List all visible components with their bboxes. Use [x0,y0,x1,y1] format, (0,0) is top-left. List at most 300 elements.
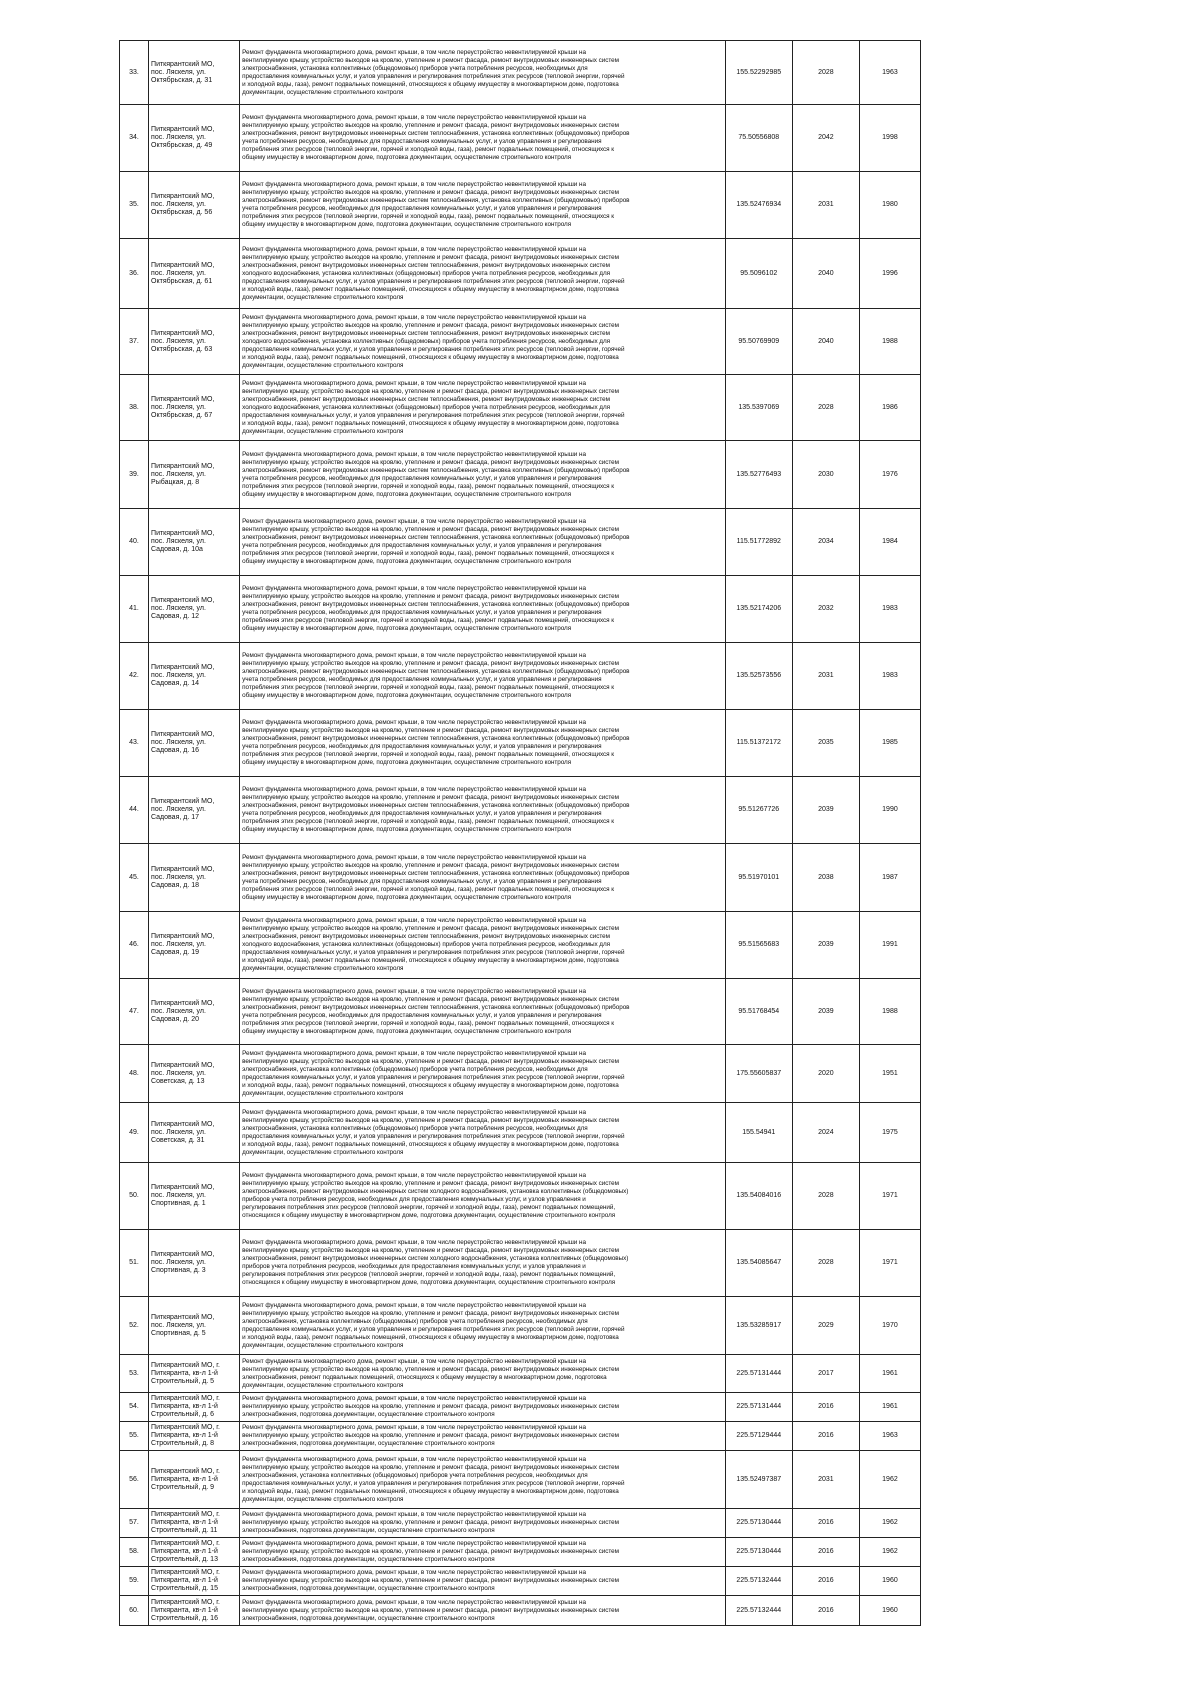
works-line: относящихся к общему имуществу в многоквартирном доме, подготовка документации, осуществление строительного контроля [242,1212,616,1219]
row-number-cell: 58. [120,1538,149,1567]
works-line: электроснабжения, ремонт внутридомовых инженерных систем теплоснабжения, ремонт внутридомовых инженерных систем [242,261,610,269]
works-line: электроснабжения, подготовка документации, осуществление строительного контроля [242,1614,495,1622]
built-year-cell: 1987 [859,844,920,912]
works-line: вентилируемую крышу, устройство выходов на кровлю, утепление и ремонт фасада, ремонт внутридомовых инженерных систем [242,1548,619,1555]
works-line: предоставления коммунальных услуг, и узлов управления и регулирования потребления этих ресурсов (тепловой энергии, горячей [242,1073,625,1081]
address-line: Питкяранта, кв-л 1-й [151,1519,218,1526]
works-description-cell [240,912,726,979]
table-row [120,1297,921,1355]
address-line: Строительный, д. 6 [151,1411,215,1418]
works-line: учета потребления ресурсов, необходимых для предоставления коммунальных услуг, и узлов управления и регулирования [242,542,602,549]
planned-year-cell: 2039 [792,777,859,844]
works-line: Ремонт фундамента многоквартирного дома, ремонт крыши, в том числе переустройство невентилируемой крыши на [242,1455,586,1463]
planned-year-cell: 2016 [792,1567,859,1596]
works-line: общему имуществу в многоквартирном доме, подготовка документации, осуществление строительного контроля [242,759,572,766]
address-line: Советская, д. 13 [151,1077,205,1085]
table-row [120,1509,921,1538]
works-line: Ремонт фундамента многоквартирного дома, ремонт крыши, в том числе переустройство невентилируемой крыши на [242,1172,586,1179]
works-line: вентилируемую крышу, устройство выходов на кровлю, утепление и ремонт фасада, ремонт внутридомовых инженерных систем [242,122,619,129]
address-line: Питкярантский МО, [151,798,215,805]
works-line: электроснабжения, установка коллективных (общедомовых) приборов учета потребления ресурсов, необходимых для [242,1065,588,1073]
address-line: пос. Ляскеля, ул. [151,1007,206,1015]
address-line: пос. Ляскеля, ул. [151,806,206,813]
works-line: Ремонт фундамента многоквартирного дома, ремонт крыши, в том числе переустройство невентилируемой крыши на [242,652,586,659]
works-description-cell [240,1596,726,1626]
works-line: и холодной воды, газа), ремонт подвальных помещений, относящихся к общему имуществу в многоквартирном доме, подготовка [242,80,619,88]
address-line: Питкяранта, кв-л 1-й [151,1369,218,1377]
cost-cell: 225.57132444 [725,1596,792,1626]
address-cell [149,1393,240,1422]
address-line: Строительный, д. 8 [151,1440,215,1447]
row-number-cell: 53. [120,1355,149,1393]
works-description-cell [240,1297,726,1355]
address-line: Садовая, д. 10а [151,546,203,553]
works-line: учета потребления ресурсов, необходимых для предоставления коммунальных услуг, и узлов управления и регулирования [242,676,602,683]
built-year-cell: 1991 [859,912,920,979]
works-line: электроснабжения, ремонт внутридомовых инженерных систем теплоснабжения, ремонт внутридомовых инженерных систем [242,329,610,337]
works-line: вентилируемую крышу, устройство выходов на кровлю, утепление и ремонт фасада, ремонт внутридомовых инженерных систем [242,794,619,801]
works-line: вентилируемую крышу, устройство выходов на кровлю, утепление и ремонт фасада, ремонт внутридомовых инженерных систем [242,1116,619,1124]
cost-cell: 155.54941 [725,1103,792,1163]
cost-cell: 95.51267726 [725,777,792,844]
works-description-cell [240,576,726,643]
row-number-cell: 42. [120,643,149,710]
cost-cell: 95.51970101 [725,844,792,912]
address-line: Советская, д. 31 [151,1136,205,1144]
address-line: пос. Ляскеля, ул. [151,538,206,545]
address-line: Октябрьская, д. 56 [151,209,213,216]
works-line: потребления этих ресурсов (тепловой энергии, горячей и холодной воды, газа), ремонт подвальных помещений, относящихся к [242,213,615,220]
works-line: холодного водоснабжения, установка коллективных (общедомовых) приборов учета потребления ресурсов, необходимых для [242,269,610,277]
works-line: регулирования потребления этих ресурсов (тепловой энергии, горячей и холодной воды, газа), ремонт подвальных помещений, [242,1271,616,1278]
built-year-cell: 1983 [859,576,920,643]
works-line: вентилируемую крышу, устройство выходов на кровлю, утепление и ремонт фасада, ремонт внутридомовых инженерных систем [242,1463,619,1471]
register-table-body [120,41,921,1626]
works-line: вентилируемую крышу, устройство выходов на кровлю, утепление и ремонт фасада, ремонт внутридомовых инженерных систем [242,387,619,395]
works-line: Ремонт фундамента многоквартирного дома, ремонт крыши, в том числе переустройство невентилируемой крыши на [242,181,586,188]
works-line: приборов учета потребления ресурсов, необходимых для предоставления коммунальных услуг, и узлов управления и [242,1263,586,1270]
address-line: пос. Ляскеля, ул. [151,68,206,76]
works-line: электроснабжения, ремонт внутридомовых инженерных систем теплоснабжения, установка коллективных (общедомовых) приборов [242,130,630,137]
works-description-cell [240,1422,726,1451]
works-line: предоставления коммунальных услуг, и узлов управления и регулирования потребления этих ресурсов (тепловой энергии, горячей [242,345,625,353]
works-line: Ремонт фундамента многоквартирного дома, ремонт крыши, в том числе переустройство невентилируемой крыши на [242,518,586,525]
works-line: электроснабжения, ремонт внутридомовых инженерных систем теплоснабжения, ремонт внутридомовых инженерных систем [242,933,610,940]
built-year-cell: 1960 [859,1567,920,1596]
address-line: Питкярантский МО, г. [151,1569,220,1576]
works-description-cell [240,1355,726,1393]
works-line: и холодной воды, газа), ремонт подвальных помещений, относящихся к общему имуществу в многоквартирном доме, подготовка [242,957,619,964]
works-line: потребления этих ресурсов (тепловой энергии, горячей и холодной воды, газа), ремонт подвальных помещений, относящихся к [242,617,615,624]
address-line: Питкярантский МО, [151,731,215,738]
cost-cell: 135.5397069 [725,375,792,441]
address-cell [149,1538,240,1567]
works-line: потребления этих ресурсов (тепловой энергии, горячей и холодной воды, газа), ремонт подвальных помещений, относящихся к [242,751,615,758]
table-row [120,1451,921,1509]
planned-year-cell: 2028 [792,1230,859,1297]
cost-cell: 225.57131444 [725,1393,792,1422]
works-line: учета потребления ресурсов, необходимых для предоставления коммунальных услуг, и узлов управления и регулирования [242,474,602,482]
works-description-cell [240,777,726,844]
works-line: и холодной воды, газа), ремонт подвальных помещений, относящихся к общему имуществу в многоквартирном доме, подготовка [242,1140,619,1148]
works-line: Ремонт фундамента многоквартирного дома, ремонт крыши, в том числе переустройство невентилируемой крыши на [242,1239,586,1246]
works-line: вентилируемую крышу, устройство выходов на кровлю, утепление и ремонт фасада, ремонт внутридомовых инженерных систем [242,1365,619,1373]
address-line: пос. Ляскеля, ул. [151,1321,206,1329]
table-row [120,375,921,441]
works-line: документации, осуществление строительного контроля [242,88,404,96]
planned-year-cell: 2032 [792,576,859,643]
address-line: пос. Ляскеля, ул. [151,201,206,208]
works-line: вентилируемую крышу, устройство выходов на кровлю, утепление и ремонт фасада, ремонт внутридомовых инженерных систем [242,253,619,261]
built-year-cell: 1986 [859,375,920,441]
table-row [120,912,921,979]
built-year-cell: 1996 [859,239,920,309]
works-line: потребления этих ресурсов (тепловой энергии, горячей и холодной воды, газа), ремонт подвальных помещений, относящихся к [242,818,615,825]
works-line: электроснабжения, ремонт внутридомовых инженерных систем теплоснабжения, установка коллективных (общедомовых) приборов [242,197,630,204]
address-cell [149,777,240,844]
row-number-cell: 46. [120,912,149,979]
works-line: вентилируемую крышу, устройство выходов на кровлю, утепление и ремонт фасада, ремонт внутридомовых инженерных систем [242,189,619,196]
works-line: предоставления коммунальных услуг, и узлов управления и регулирования потребления этих ресурсов (тепловой энергии, горячей [242,949,625,956]
table-row [120,1163,921,1230]
address-line: Спортивная, д. 5 [151,1329,206,1337]
address-line: Питкярантский МО, [151,597,215,604]
works-line: электроснабжения, ремонт внутридомовых инженерных систем теплоснабжения, установка коллективных (общедомовых) приборов [242,466,630,474]
works-line: общему имуществу в многоквартирном доме, подготовка документации, осуществление строительного контроля [242,221,572,228]
works-line: общему имуществу в многоквартирном доме, подготовка документации, осуществление строительного контроля [242,558,572,565]
cost-cell: 95.51768454 [725,979,792,1045]
address-cell [149,1163,240,1230]
works-line: электроснабжения, подготовка документации, осуществление строительного контроля [242,1527,495,1534]
works-line: Ремонт фундамента многоквартирного дома, ремонт крыши, в том числе переустройство невентилируемой крыши на [242,719,586,726]
works-description-cell [240,1451,726,1509]
built-year-cell: 1988 [859,309,920,375]
address-line: пос. Ляскеля, ул. [151,1069,206,1077]
row-number-cell: 47. [120,979,149,1045]
planned-year-cell: 2024 [792,1103,859,1163]
address-line: Спортивная, д. 3 [151,1267,206,1274]
table-row [120,105,921,172]
works-line: потребления этих ресурсов (тепловой энергии, горячей и холодной воды, газа), ремонт подвальных помещений, относящихся к [242,885,615,893]
planned-year-cell: 2030 [792,441,859,509]
address-cell [149,1509,240,1538]
works-line: общему имуществу в многоквартирном доме, подготовка документации, осуществление строительного контроля [242,893,572,901]
built-year-cell: 1980 [859,172,920,239]
built-year-cell: 1983 [859,643,920,710]
works-description-cell [240,1538,726,1567]
works-line: предоставления коммунальных услуг, и узлов управления и регулирования потребления этих ресурсов (тепловой энергии, горячей [242,277,625,285]
row-number-cell: 48. [120,1045,149,1103]
works-line: документации, осуществление строительного контроля [242,361,404,369]
planned-year-cell: 2039 [792,912,859,979]
row-number-cell: 44. [120,777,149,844]
cost-cell: 155.52292985 [725,41,792,105]
built-year-cell: 1951 [859,1045,920,1103]
cost-cell: 135.52776493 [725,441,792,509]
address-line: Питкярантский МО, г. [151,1467,220,1475]
cost-cell: 135.52497387 [725,1451,792,1509]
works-line: учета потребления ресурсов, необходимых для предоставления коммунальных услуг, и узлов управления и регулирования [242,609,602,616]
built-year-cell: 1971 [859,1163,920,1230]
row-number-cell: 38. [120,375,149,441]
address-line: пос. Ляскеля, ул. [151,941,206,948]
works-description-cell [240,105,726,172]
planned-year-cell: 2038 [792,844,859,912]
row-number-cell: 51. [120,1230,149,1297]
works-line: относящихся к общему имуществу в многоквартирном доме, подготовка документации, осуществление строительного контроля [242,1279,616,1286]
works-line: Ремонт фундамента многоквартирного дома, ремонт крыши, в том числе переустройство невентилируемой крыши на [242,1598,586,1606]
address-line: Питкярантский МО, [151,261,215,269]
address-cell [149,41,240,105]
works-line: документации, осуществление строительного контроля [242,1381,404,1389]
works-line: электроснабжения, ремонт внутридомовых инженерных систем теплоснабжения, установка коллективных (общедомовых) приборов [242,601,630,608]
address-line: Питкярантский МО, г. [151,1361,220,1369]
works-description-cell [240,1567,726,1596]
address-line: Питкярантский МО, [151,530,215,537]
cost-cell: 225.57130444 [725,1538,792,1567]
built-year-cell: 1963 [859,41,920,105]
row-number-cell: 54. [120,1393,149,1422]
works-line: электроснабжения, ремонт внутридомовых инженерных систем теплоснабжения, установка коллективных (общедомовых) приборов [242,735,630,742]
works-description-cell [240,375,726,441]
address-line: пос. Ляскеля, ул. [151,1128,206,1136]
planned-year-cell: 2028 [792,41,859,105]
address-cell [149,844,240,912]
address-line: Питкяранта, кв-л 1-й [151,1577,218,1584]
address-line: Строительный, д. 11 [151,1527,218,1534]
works-line: учета потребления ресурсов, необходимых для предоставления коммунальных услуг, и узлов управления и регулирования [242,810,602,817]
cost-cell: 135.54085647 [725,1230,792,1297]
address-cell [149,1451,240,1509]
address-cell [149,643,240,710]
address-line: Питкярантский МО, г. [151,1540,220,1547]
address-line: пос. Ляскеля, ул. [151,269,206,277]
works-line: электроснабжения, подготовка документации, осуществление строительного контроля [242,1556,495,1563]
cost-cell: 75.50556808 [725,105,792,172]
row-number-cell: 43. [120,710,149,777]
table-row [120,1103,921,1163]
works-line: электроснабжения, ремонт внутридомовых инженерных систем теплоснабжения, установка коллективных (общедомовых) приборов [242,869,630,877]
planned-year-cell: 2040 [792,309,859,375]
address-line: пос. Ляскеля, ул. [151,873,206,881]
address-cell [149,576,240,643]
row-number-cell: 45. [120,844,149,912]
row-number-cell: 40. [120,509,149,576]
address-line: Питкярантский МО, г. [151,1511,220,1518]
row-number-cell: 59. [120,1567,149,1596]
works-line: Ремонт фундамента многоквартирного дома, ремонт крыши, в том числе переустройство невентилируемой крыши на [242,1301,586,1309]
works-line: потребления этих ресурсов (тепловой энергии, горячей и холодной воды, газа), ремонт подвальных помещений, относящихся к [242,550,615,557]
address-cell [149,1103,240,1163]
works-line: приборов учета потребления ресурсов, необходимых для предоставления коммунальных услуг, и узлов управления и [242,1196,586,1203]
address-line: Садовая, д. 18 [151,881,200,889]
works-line: вентилируемую крышу, устройство выходов на кровлю, утепление и ремонт фасада, ремонт внутридомовых инженерных систем [242,56,619,64]
works-line: вентилируемую крышу, устройство выходов на кровлю, утепление и ремонт фасада, ремонт внутридомовых инженерных систем [242,995,619,1003]
cost-cell: 135.52174206 [725,576,792,643]
works-line: предоставления коммунальных услуг, и узлов управления и регулирования потребления этих ресурсов (тепловой энергии, горячей [242,1325,625,1333]
works-line: Ремонт фундамента многоквартирного дома, ремонт крыши, в том числе переустройство невентилируемой крыши на [242,1424,586,1431]
built-year-cell: 1963 [859,1422,920,1451]
works-line: электроснабжения, установка коллективных (общедомовых) приборов учета потребления ресурсов, необходимых для [242,1124,588,1132]
row-number-cell: 52. [120,1297,149,1355]
address-cell [149,509,240,576]
planned-year-cell: 2031 [792,1451,859,1509]
works-line: общему имуществу в многоквартирном доме, подготовка документации, осуществление строительного контроля [242,1027,572,1035]
works-description-cell [240,844,726,912]
address-cell [149,1422,240,1451]
works-line: учета потребления ресурсов, необходимых для предоставления коммунальных услуг, и узлов управления и регулирования [242,205,602,212]
cost-cell: 135.52476934 [725,172,792,239]
works-line: электроснабжения, ремонт внутридомовых инженерных систем теплоснабжения, ремонт внутридомовых инженерных систем [242,395,610,403]
works-line: электроснабжения, ремонт внутридомовых инженерных систем теплоснабжения, установка коллективных (общедомовых) приборов [242,534,630,541]
works-line: Ремонт фундамента многоквартирного дома, ремонт крыши, в том числе переустройство невентилируемой крыши на [242,114,586,121]
cost-cell: 225.57132444 [725,1567,792,1596]
row-number-cell: 35. [120,172,149,239]
works-line: холодного водоснабжения, установка коллективных (общедомовых) приборов учета потребления ресурсов, необходимых для [242,941,610,948]
table-row [120,1355,921,1393]
table-row [120,979,921,1045]
works-line: электроснабжения, ремонт внутридомовых инженерных систем холодного водоснабжения, установка коллективных (общедомовых) [242,1188,629,1195]
row-number-cell: 57. [120,1509,149,1538]
works-line: вентилируемую крышу, устройство выходов на кровлю, утепление и ремонт фасада, ремонт внутридомовых инженерных систем [242,925,619,932]
works-line: вентилируемую крышу, устройство выходов на кровлю, утепление и ремонт фасада, ремонт внутридомовых инженерных систем [242,1057,619,1065]
address-line: Питкярантский МО, [151,60,215,68]
works-line: и холодной воды, газа), ремонт подвальных помещений, относящихся к общему имуществу в многоквартирном доме, подготовка [242,419,619,427]
planned-year-cell: 2035 [792,710,859,777]
built-year-cell: 1962 [859,1509,920,1538]
works-line: Ремонт фундамента многоквартирного дома, ремонт крыши, в том числе переустройство невентилируемой крыши на [242,917,586,924]
address-line: Строительный, д. 9 [151,1483,215,1491]
works-line: вентилируемую крышу, устройство выходов на кровлю, утепление и ремонт фасада, ремонт внутридомовых инженерных систем [242,321,619,329]
works-line: документации, осуществление строительного контроля [242,427,404,435]
table-row [120,777,921,844]
address-cell [149,979,240,1045]
planned-year-cell: 2028 [792,1163,859,1230]
works-line: документации, осуществление строительного контроля [242,1341,404,1349]
works-line: и холодной воды, газа), ремонт подвальных помещений, относящихся к общему имуществу в многоквартирном доме, подготовка [242,1487,619,1495]
address-cell [149,105,240,172]
works-line: Ремонт фундамента многоквартирного дома, ремонт крыши, в том числе переустройство невентилируемой крыши на [242,1357,586,1365]
address-cell [149,441,240,509]
table-row [120,643,921,710]
built-year-cell: 1962 [859,1538,920,1567]
address-line: Садовая, д. 12 [151,613,200,620]
works-description-cell [240,309,726,375]
address-line: Строительный, д. 13 [151,1556,218,1563]
address-line: Питкяранта, кв-л 1-й [151,1606,218,1614]
works-line: электроснабжения, установка коллективных (общедомовых) приборов учета потребления ресурсов, необходимых для [242,64,588,72]
planned-year-cell: 2042 [792,105,859,172]
table-row [120,1422,921,1451]
works-line: вентилируемую крышу, устройство выходов на кровлю, утепление и ремонт фасада, ремонт внутридомовых инженерных систем [242,1519,619,1526]
address-line: Питкярантский МО, г. [151,1598,220,1606]
works-line: Ремонт фундамента многоквартирного дома, ремонт крыши, в том числе переустройство невентилируемой крыши на [242,313,586,321]
address-line: Октябрьская, д. 61 [151,277,213,285]
table-row [120,1393,921,1422]
address-line: Строительный, д. 16 [151,1614,218,1622]
address-line: Садовая, д. 17 [151,814,200,821]
works-line: холодного водоснабжения, установка коллективных (общедомовых) приборов учета потребления ресурсов, необходимых для [242,337,610,345]
planned-year-cell: 2016 [792,1596,859,1626]
cost-cell: 175.55605837 [725,1045,792,1103]
address-line: Питкярантский МО, [151,1251,215,1258]
works-line: вентилируемую крышу, устройство выходов на кровлю, утепление и ремонт фасада, ремонт внутридомовых инженерных систем [242,526,619,533]
row-number-cell: 60. [120,1596,149,1626]
works-line: Ремонт фундамента многоквартирного дома, ремонт крыши, в том числе переустройство невентилируемой крыши на [242,1569,586,1576]
works-description-cell [240,643,726,710]
row-number-cell: 49. [120,1103,149,1163]
address-line: Питкярантский МО, [151,1313,215,1321]
table-row [120,309,921,375]
works-line: общему имуществу в многоквартирном доме, подготовка документации, осуществление строительного контроля [242,490,572,498]
works-line: электроснабжения, подготовка документации, осуществление строительного контроля [242,1440,495,1447]
works-line: вентилируемую крышу, устройство выходов на кровлю, утепление и ремонт фасада, ремонт внутридомовых инженерных систем [242,1606,619,1614]
works-line: электроснабжения, ремонт внутридомовых инженерных систем теплоснабжения, установка коллективных (общедомовых) приборов [242,668,630,675]
works-line: общему имуществу в многоквартирном доме, подготовка документации, осуществление строительного контроля [242,692,572,699]
address-line: Питкяранта, кв-л 1-й [151,1475,218,1483]
planned-year-cell: 2039 [792,979,859,1045]
table-row [120,1230,921,1297]
address-cell [149,172,240,239]
cost-cell: 225.57130444 [725,1509,792,1538]
works-line: и холодной воды, газа), ремонт подвальных помещений, относящихся к общему имуществу в многоквартирном доме, подготовка [242,353,619,361]
row-number-cell: 37. [120,309,149,375]
address-cell [149,239,240,309]
planned-year-cell: 2016 [792,1422,859,1451]
row-number-cell: 39. [120,441,149,509]
built-year-cell: 1971 [859,1230,920,1297]
row-number-cell: 55. [120,1422,149,1451]
address-line: Питкярантский МО, г. [151,1395,220,1402]
planned-year-cell: 2020 [792,1045,859,1103]
planned-year-cell: 2034 [792,509,859,576]
works-line: Ремонт фундамента многоквартирного дома, ремонт крыши, в том числе переустройство невентилируемой крыши на [242,1540,586,1547]
works-line: и холодной воды, газа), ремонт подвальных помещений, относящихся к общему имуществу в многоквартирном доме, подготовка [242,285,619,293]
cost-cell: 95.50769909 [725,309,792,375]
table-row [120,41,921,105]
works-line: общему имуществу в многоквартирном доме, подготовка документации, осуществление строительного контроля [242,154,572,161]
address-line: Октябрьская, д. 49 [151,142,213,149]
address-line: Питкярантский МО, [151,1120,215,1128]
address-cell [149,912,240,979]
cost-cell: 115.51372172 [725,710,792,777]
address-line: Октябрьская, д. 67 [151,411,213,419]
works-line: вентилируемую крышу, устройство выходов на кровлю, утепление и ремонт фасада, ремонт внутридомовых инженерных систем [242,1432,619,1439]
works-line: учета потребления ресурсов, необходимых для предоставления коммунальных услуг, и узлов управления и регулирования [242,1011,602,1019]
built-year-cell: 1962 [859,1451,920,1509]
address-line: Питкяранта, кв-л 1-й [151,1403,218,1410]
address-line: Питкярантский МО, [151,462,215,470]
row-number-cell: 34. [120,105,149,172]
cost-cell: 95.51565683 [725,912,792,979]
works-line: потребления этих ресурсов (тепловой энергии, горячей и холодной воды, газа), ремонт подвальных помещений, относящихся к [242,1019,615,1027]
works-line: вентилируемую крышу, устройство выходов на кровлю, утепление и ремонт фасада, ремонт внутридомовых инженерных систем [242,660,619,667]
built-year-cell: 1970 [859,1297,920,1355]
works-line: вентилируемую крышу, устройство выходов на кровлю, утепление и ремонт фасада, ремонт внутридомовых инженерных систем [242,1247,619,1254]
address-line: Питкяранта, кв-л 1-й [151,1432,218,1439]
works-line: вентилируемую крышу, устройство выходов на кровлю, утепление и ремонт фасада, ремонт внутридомовых инженерных систем [242,1403,619,1410]
address-line: Питкярантский МО, [151,329,215,337]
address-line: Питкярантский МО, [151,933,215,940]
cost-cell: 135.52573556 [725,643,792,710]
works-line: электроснабжения, ремонт внутридомовых инженерных систем теплоснабжения, установка коллективных (общедомовых) приборов [242,1003,630,1011]
works-description-cell [240,1509,726,1538]
capital-repair-register-table [119,40,921,1626]
works-description-cell [240,1163,726,1230]
works-line: учета потребления ресурсов, необходимых для предоставления коммунальных услуг, и узлов управления и регулирования [242,743,602,750]
table-row [120,1045,921,1103]
address-cell [149,1297,240,1355]
